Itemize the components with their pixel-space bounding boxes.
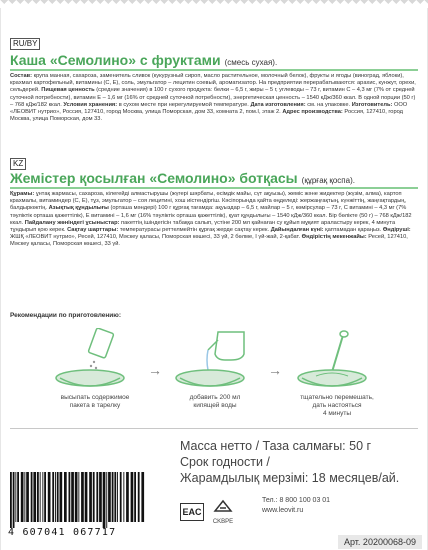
eac-mark: EAC (180, 503, 204, 521)
barcode-bar (52, 472, 54, 522)
product-facts (180, 438, 420, 486)
barcode-bar (114, 472, 116, 522)
article-number: Арт. 20200068-09 (338, 535, 422, 549)
rb-mark-label: CKBPE (212, 519, 234, 525)
belarus-conformity-icon (212, 498, 234, 514)
barcode-bar (33, 472, 36, 522)
barcode-bar (78, 472, 79, 522)
step-3 (282, 328, 392, 418)
pour-water-kettle-icon (170, 328, 260, 390)
barcode-bar (57, 472, 59, 522)
contacts (262, 496, 330, 516)
barcode (8, 470, 146, 530)
rb-mark (212, 498, 234, 525)
barcode-bar (10, 472, 12, 528)
title-kz-subtitle: (құрғақ қоспа). (301, 176, 355, 185)
barcode-bar (117, 472, 118, 522)
barcode-bar (123, 472, 124, 522)
barcode-bar (13, 472, 15, 528)
barcode-bar (75, 472, 78, 522)
barcode-bar (141, 472, 144, 522)
barcode-bar (64, 472, 67, 522)
step-2-caption: добавить 200 мл кипящей воды (189, 394, 241, 409)
step-1 (40, 328, 150, 410)
recommendations-title: Рекомендации по приготовлению: (10, 312, 122, 319)
barcode-bar (96, 472, 98, 522)
barcode-bar (31, 472, 33, 522)
net-weight: Масса нетто / Таза салмағы: 50 г (180, 439, 372, 453)
divider-ru (10, 69, 418, 71)
shelf-life-kz: Жарамдылық мерзімі: 18 месяцев/ай. (180, 471, 400, 485)
barcode-bar (48, 472, 51, 522)
arrow-right-icon-2: → (268, 362, 282, 378)
title-ru (10, 52, 277, 68)
arrow-right-icon-1: → (148, 362, 162, 378)
lang-tag-ru-by: RU/BY (10, 38, 40, 50)
barcode-bar (42, 472, 43, 522)
step-2 (160, 328, 270, 410)
barcode-bar (134, 472, 136, 522)
barcode-bar (99, 472, 102, 522)
barcode-bar (24, 472, 25, 522)
certification-marks (180, 498, 234, 525)
step-3-caption: тщательно перемешать, дать настояться 4 минуты (300, 394, 374, 417)
pour-packet-icon (50, 328, 140, 390)
zigzag-top-edge (0, 0, 428, 8)
shelf-life-ru: Срок годности / (180, 455, 270, 469)
barcode-bar (81, 472, 84, 522)
lang-tag-kz: KZ (10, 158, 26, 170)
step-1-caption: высыпать содержимое пакета в тарелку (60, 394, 130, 409)
barcode-bar (17, 472, 19, 522)
barcode-bar (93, 472, 95, 522)
barcode-bar (71, 472, 74, 522)
barcode-bar (85, 472, 88, 522)
barcode-bar (40, 472, 41, 522)
contact-website: www.leovit.ru (262, 507, 304, 514)
divider-bottom (10, 428, 418, 429)
title-ru-text: Каша «Семолино» с фруктами (10, 52, 221, 68)
stir-porridge-icon (292, 328, 382, 390)
barcode-bar (106, 472, 107, 528)
barcode-bar (37, 472, 39, 522)
contact-phone: Тел.: 8 800 100 03 01 (262, 497, 331, 504)
title-kz-text: Жемістер қосылған «Семолино» ботқасы (10, 170, 298, 186)
barcode-bar (55, 472, 56, 522)
barcode-bar (69, 472, 71, 522)
barcode-bar (138, 472, 140, 522)
composition-kz: Құрамы: ұнтақ жармасы, сахароза, кілегейді алмастырушы (жүгері шәрбаты, өсімдік майы, сүт ақуызы), жеміс және жидектер (жүзім, алма), картоп крахмалы, витаминдер (С, Е), тұз, эмульгатор – соя лецитині, хош иістендіргіш. Кәсіпорында қайта өңделеді: жержаңғақтың, күнжіттің, жаңғақтардың, балдыркөктің. Азықтық құндылығы (орташа мәндері) 100 г құрғақ тағамда: ақуыздар – 6,5 г, майлар – 5 г, көмірсулар – 73 г, С витамині – 4,3 мг (7% тәуліктік орташа қажеттілік), Е витамині – 1,6 мг (16% тәуліктік орташа қажеттілік), қуат құндылығы – 1540 кДж/360 ккал. Бір бөлікте (50 г) – 768 кДж/182 ккал. Пайдалану жөніндегі ұсыныстар: пакеттің ішіндегісін табаққа салып, үстіне 200 мл қайнаған су құйып мұқият араластыру керек, 4 минута тұндырып қою керек. Сақтау шарттары: температурасы реттелмейтін құрғақ жерде сақтау керек. Дайындалған күні: қаптамадан қараңыз. Өндіруші: ЖШҚ «ЛЕОВИТ нутрио», Ресей, 127410, Мәскеу қаласы, Поморская көшесі, 33 үй, 2 бөлме, I үй-жай, 2-қабат. Өндірістің мекенжайы: Ресей, 127410, Мәскеу қаласы, Поморская көшесі, 33 үй. (10, 191, 412, 248)
barcode-bar (103, 472, 106, 528)
divider-kz (10, 187, 418, 189)
barcode-bar (60, 472, 63, 522)
title-kz (10, 170, 355, 186)
barcode-bar (126, 472, 129, 522)
barcode-bar (26, 472, 29, 522)
barcode-bar (112, 472, 114, 522)
composition-ru: Состав: крупа манная, сахароза, заменитель сливок (кукурузный сироп, масло растительное, молочный белок), фрукты и ягоды (виноград, яблоки), крахмал картофельный, витамины (С, Е), соль, эмульгатор – лецитин соевый, ароматизатор. На предприятии перерабатываются: арахис, кунжут, орехи, сельдерей. Пищевая ценность (средние значения) в 100 г сухого продукта: белки – 6,5 г, жиры – 5 г, углеводы – 73 г, витамин С – 4,3 мг (7% от средней суточной потребности), витамин Е – 1,6 мг (16% от средней суточной потребности), энергетическая ценность – 1540 кДж/360 ккал. В одной порции (50 г) – 768 кДж/182 ккал. Условия хранения: в сухом месте при нерегулируемой температуре. Дата изготовления: см. на упаковке. Изготовитель: ООО «ЛЕОВИТ нутрио», Россия, 127410, город Москва, улица Поморская, дом 33, комната 2, пом.I, этаж 2. Адрес производства: Россия, 127410, город Москва, улица Поморская, дом 33. (10, 73, 416, 123)
barcode-digits: 4 607041 067717 (8, 527, 117, 538)
barcode-bar (21, 472, 24, 522)
barcode-bar (44, 472, 46, 522)
barcode-bar (89, 472, 92, 522)
barcode-bar (15, 472, 16, 522)
title-ru-subtitle: (смесь сухая). (224, 58, 278, 67)
barcode-bar (108, 472, 111, 522)
barcode-bar (131, 472, 134, 522)
barcode-bar (120, 472, 122, 522)
